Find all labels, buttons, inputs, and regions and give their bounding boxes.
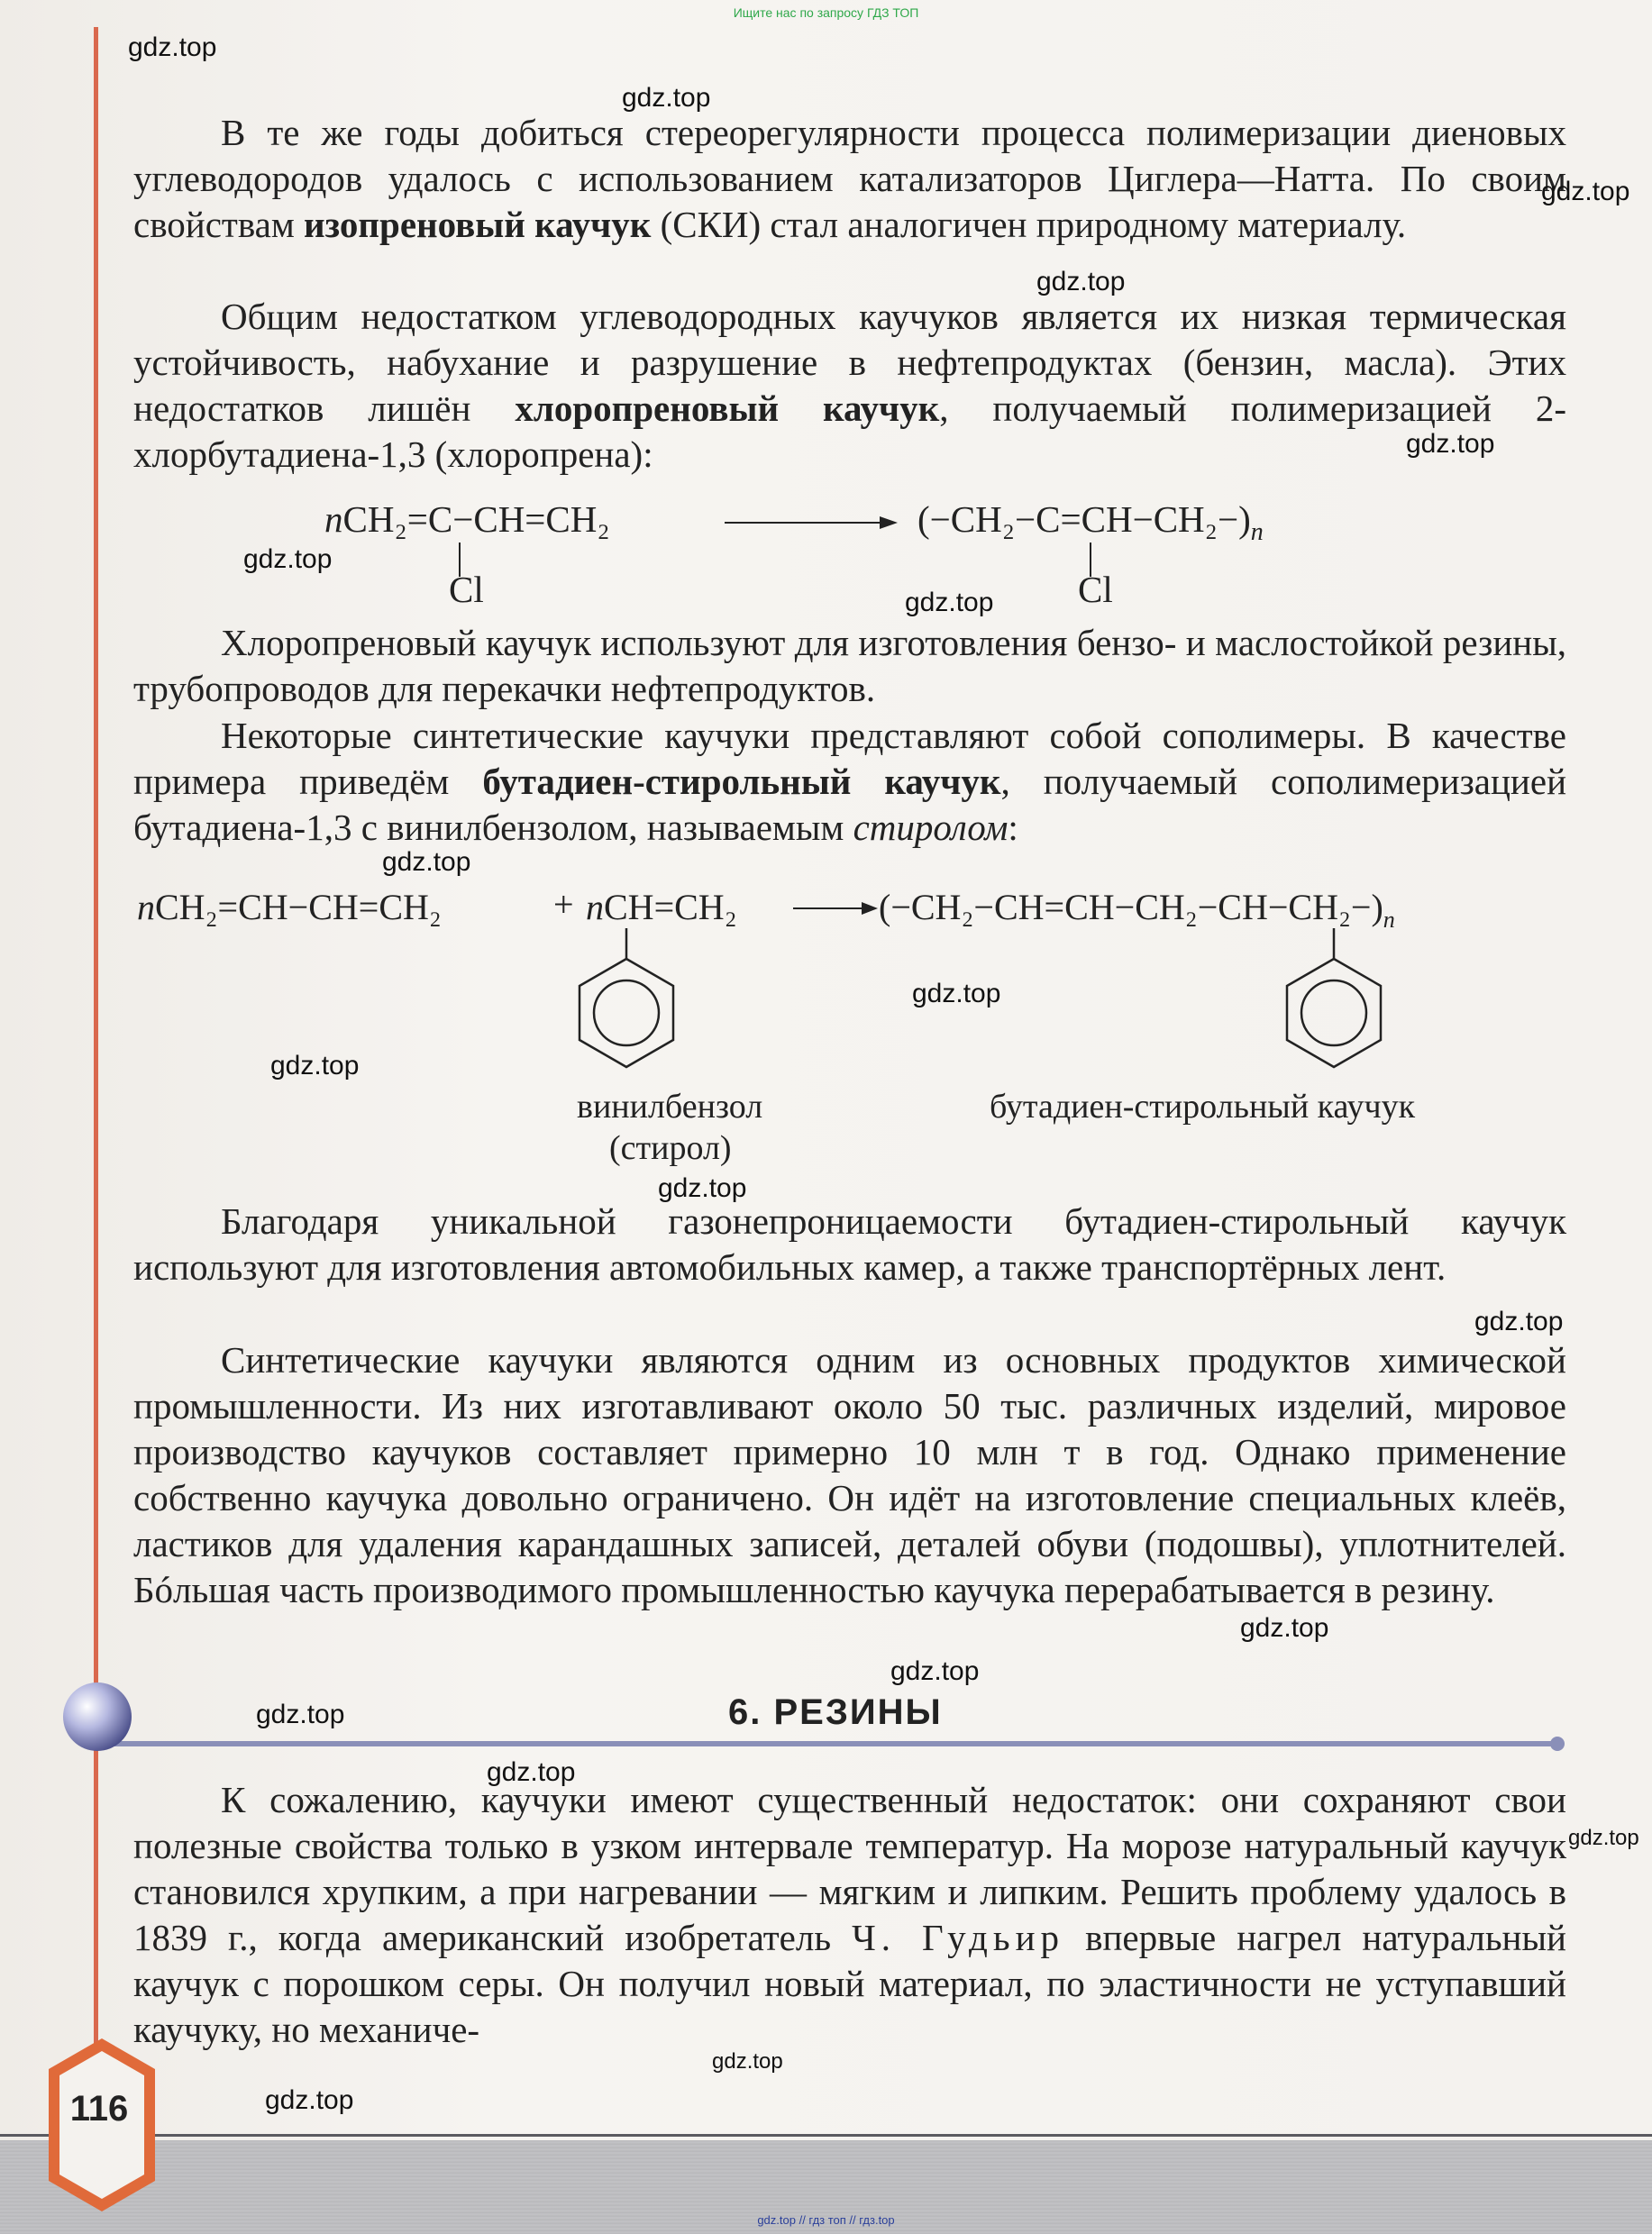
top-note: Ищите нас по запросу ГДЗ ТОП: [733, 5, 919, 20]
watermark: gdz.top: [128, 32, 217, 62]
paragraph-1: [133, 110, 1566, 248]
paragraph-2: [133, 294, 1566, 478]
section-title: 6. РЕЗИНЫ: [728, 1692, 943, 1732]
watermark: gdz.top: [382, 847, 471, 877]
watermark: gdz.top: [270, 1051, 360, 1081]
reaction2-reactant2: nCH=CH₂: [586, 887, 737, 927]
p7-text-end: впервые нагрел натуральный каучук с порошком серы. Он получил новый материал, по эластичности не уступавший каучуку, но механиче-: [133, 1917, 1566, 2050]
bottom-note: gdz.top // гдз топ // гдз.top: [757, 2213, 895, 2227]
label-styrene: (стирол): [609, 1129, 732, 1167]
benzene-ring-product-icon: [1275, 928, 1392, 1081]
reaction2-plus: +: [553, 884, 574, 925]
page-number: 116: [69, 2089, 129, 2129]
p2-bold-term: хлоропреновый каучук: [515, 388, 940, 429]
p1-text: В те же годы добиться стереорегулярности процесса полимеризации диеновых углеводородов удалось с использованием катализаторов Циглера—Натта. По своим свойствам: [133, 112, 1566, 245]
margin-line: [94, 27, 98, 2145]
reaction1-reactant: nCH₂=C−CH=CH₂: [324, 498, 610, 540]
watermark: gdz.top: [1406, 429, 1495, 459]
footer-line: [0, 2134, 1652, 2137]
watermark: gdz.top: [905, 588, 994, 617]
watermark: gdz.top: [712, 2049, 783, 2074]
p1-text-end: (СКИ) стал аналогичен природному материалу.: [651, 204, 1407, 245]
p4-text-end: :: [1008, 807, 1018, 848]
reaction2-arrow: [791, 892, 881, 925]
watermark: gdz.top: [243, 544, 333, 574]
watermark: gdz.top: [658, 1173, 747, 1203]
paragraph-3: Хлоропреновый каучук используют для изготовления бензо- и маслостойкой резины, трубопроводов для перекачки нефтепродуктов.: [133, 622, 1566, 709]
reaction1-cl: Cl: [449, 569, 484, 610]
watermark: gdz.top: [1036, 267, 1126, 296]
p4-text: Некоторые синтетические каучуки представляют собой сополимеры. В качестве примера приведём: [133, 715, 1566, 802]
paragraph-6: Синтетические каучуки являются одним из основных продуктов химической промышленности. Из них изготавливают около 50 тыс. различных изделий, мировое производство каучуков составляет примерно 10 млн т в год. Однако применение собственно каучука довольно ограничено. Он идёт на изготовление специальных клеёв, ластиков для удаления карандашных записей, деталей обуви (подошвы), уплотнителей. Бóльшая часть производимого промышленностью каучука перерабатывается в резину.: [133, 1339, 1566, 1610]
watermark: gdz.top: [1541, 177, 1630, 206]
paragraph-4: [133, 713, 1566, 851]
watermark: gdz.top: [1474, 1307, 1564, 1336]
reaction1-product: $(-CH_2-C=CH-CH_2-)_n$: [917, 498, 1264, 547]
p1-bold-term: изопреновый каучук: [304, 204, 652, 245]
label-product: бутадиен-стирольный каучук: [990, 1088, 1416, 1126]
watermark: gdz.top: [1568, 1826, 1639, 1850]
p7-spaced-name: Ч. Гудьир: [852, 1917, 1065, 1958]
reaction1-arrow: [721, 505, 901, 541]
watermark: gdz.top: [256, 1700, 345, 1729]
watermark: gdz.top: [912, 979, 1001, 1008]
p2-text-end: , получаемый полимеризацией 2-хлорбутадиена-1,3 (хлоропрена):: [133, 388, 1566, 475]
watermark: gdz.top: [487, 1757, 576, 1787]
paragraph-5: Благодаря уникальной газонепроницаемости бутадиен-стирольный каучук используют для изготовления автомобильных камер, а также транспортёрных лент.: [133, 1200, 1566, 1288]
reaction1-product-cl: Cl: [1078, 569, 1113, 610]
watermark: gdz.top: [622, 83, 711, 113]
p7-text: К сожалению, каучуки имеют существенный недостаток: они сохраняют свои полезные свойства только в узком интервале температур. На морозе натуральный каучук становился хрупким, а при нагревании — мягким и липким. Решить проблему удалось в 1839 г., когда американский изобретатель: [133, 1779, 1566, 1958]
watermark: gdz.top: [890, 1656, 980, 1686]
p2-text: Общим недостатком углеводородных каучуков является их низкая термическая устойчивость, набухание и разрушение в нефтепродуктах (бензин, масла). Этих недостатков лишён: [133, 296, 1566, 429]
paragraph-7: [133, 1777, 1566, 2053]
p4-italic-term: стиролом: [853, 807, 1009, 848]
watermark: gdz.top: [265, 2085, 354, 2115]
p4-text-mid: , получаемый сополимеризацией бутадиена-1,3 с винилбензолом, называемым: [133, 761, 1567, 848]
label-vinylbenzene: винилбензол: [577, 1088, 763, 1126]
benzene-ring-icon: [568, 928, 685, 1081]
reaction2-product: $(-CH_2-CH=CH-CH_2-CH-CH_2-)_n$: [879, 887, 1395, 933]
reaction2-reactant1: nCH₂=CH−CH=CH₂: [137, 887, 442, 927]
watermark: gdz.top: [1240, 1613, 1329, 1643]
p4-bold-term: бутадиен-стирольный каучук: [482, 761, 1001, 802]
